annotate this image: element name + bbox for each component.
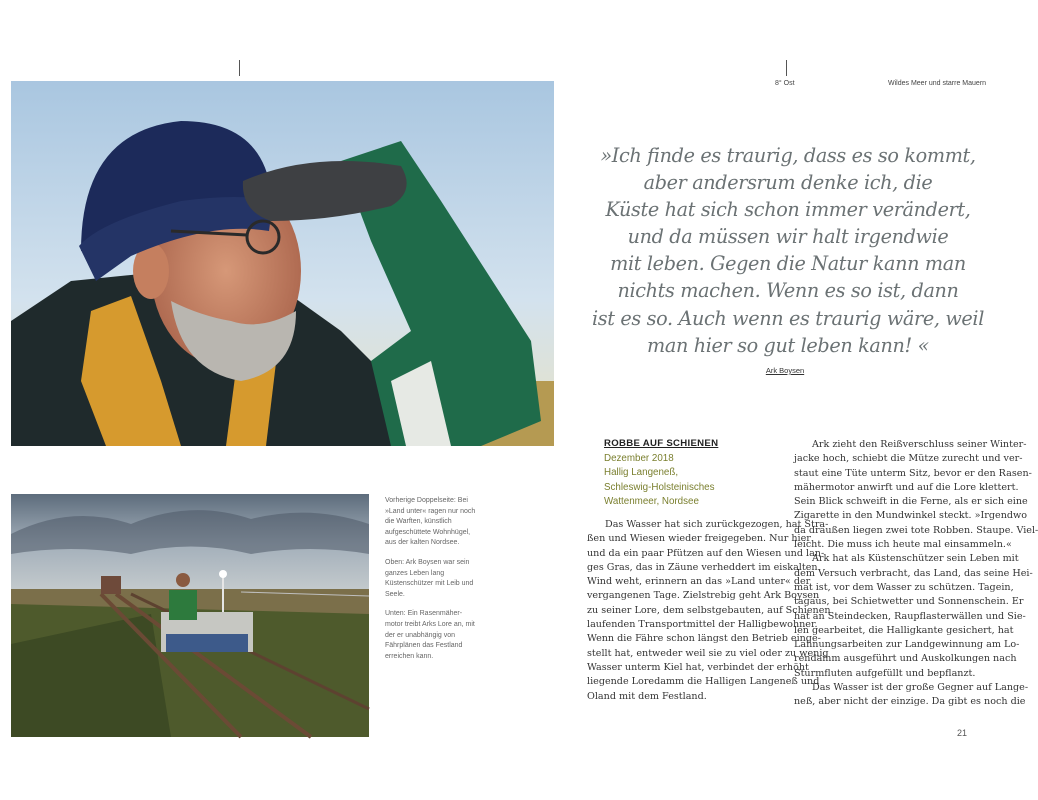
text-line: jacke hoch, schiebt die Mütze zurecht und ver- (794, 453, 1023, 465)
quote-line: aber andersrum denke ich, die (643, 171, 933, 195)
text-line: Zigarette in den Mundwinkel steckt. »Irgendwo (794, 510, 1027, 522)
text-line: Ark zieht den Reißverschluss seiner Winter- (812, 439, 1027, 450)
running-head-section: 8° Ost (775, 80, 795, 87)
rail-trolley-photo (11, 494, 369, 737)
article-column-1 (587, 518, 831, 704)
text-line: hat an Steindecken, Raupflasterwällen und Sie- (794, 610, 1026, 622)
text-line: Sturmfluten aufgefüllt und bepflanzt. (794, 667, 976, 679)
text-line: mähermotor anwirft und auf die Lore klettert. (794, 481, 1019, 493)
text-line: stellt hat, entweder weil sie zu viel oder zu wenig (587, 647, 829, 659)
text-line: mat ist, vor dem Wasser zu schützen. Tagein, (794, 581, 1014, 593)
text-line: da draußen liegen zwei tote Robben. Staupe. Viel- (794, 524, 1038, 536)
quote-line: nichts machen. Wenn es so ist, dann (617, 279, 959, 303)
text-line: dem Versuch verbracht, das Land, das seine Hei- (794, 567, 1033, 579)
text-line: vergangenen Tage. Zielstrebig geht Ark Boysen (587, 590, 820, 602)
right-page-rule (786, 60, 787, 76)
text-line: Wind weht, erinnern an das »Land unter« der (587, 576, 811, 588)
quote-line: man hier so gut leben kann! « (647, 333, 929, 357)
text-line: len gearbeitet, die Halligkante gesichert, hat (794, 624, 1014, 636)
text-line: Ark hat als Küstenschützer sein Leben mit (812, 553, 1019, 565)
text-line: Wasser unterm Kiel hat, verbindet der erhöht (587, 661, 809, 673)
text-line: Oland mit dem Festland. (587, 690, 707, 702)
text-line: neß, aber nicht der einzige. Da gibt es noch die (794, 696, 1026, 708)
text-line: laufenden Transportmittel der Halligbewohner. (587, 619, 818, 631)
running-head-title: Wildes Meer und starre Mauern (888, 80, 987, 87)
text-line: leicht. Die muss ich heute mal einsammeln.« (794, 539, 1012, 551)
text-line: ßen und Wiesen wieder freigegeben. Nur hier (587, 533, 811, 545)
text-line: Das Wasser ist der große Gegner auf Lange- (812, 682, 1029, 694)
quote-line: Küste hat sich schon immer verändert, (605, 198, 971, 222)
article-column-2 (794, 438, 1038, 710)
rail-trolley-photo-icon (11, 494, 369, 737)
quote-line: und da müssen wir halt irgendwie (627, 225, 949, 249)
left-page-rule (239, 60, 240, 76)
meta-area: Wattenmeer, Nordsee (604, 496, 699, 508)
quote-line: mit leben. Gegen die Natur kann man (610, 252, 966, 276)
quote-line: »Ich finde es traurig, dass es so kommt, (600, 144, 976, 167)
text-line: zu seiner Lore, dem selbstgebauten, auf Schienen (587, 604, 831, 616)
portrait-photo (11, 81, 554, 446)
text-line: Lahnungsarbeiten zur Landgewinnung am Lo- (794, 639, 1020, 651)
pull-quote (582, 142, 994, 359)
text-line: Sein Blick schweift in die Ferne, als er sich eine (794, 496, 1028, 508)
meta-date: Dezember 2018 (604, 453, 674, 464)
article-meta (604, 452, 715, 510)
quote-line: ist es so. Auch wenn es traurig wäre, weil (592, 306, 984, 330)
portrait-photo-icon (11, 81, 554, 446)
meta-place: Hallig Langeneß, (604, 467, 679, 479)
text-line: Wenn die Fähre schon längst den Betrieb einge- (587, 633, 821, 645)
text-line: tagaus, bei Schietwetter und Sonnenschein. Er (794, 596, 1024, 608)
text-line: ges Gras, das in Zäune verheddert im eiskalten (587, 561, 818, 573)
article-headline: ROBBE AUF SCHIENEN (604, 438, 719, 449)
text-line: und da ein paar Pfützen auf den Wiesen und lan- (587, 547, 825, 559)
text-line: Das Wasser hat sich zurückgezogen, hat Stra- (605, 519, 829, 530)
text-line: liegende Loredamm die Halligen Langeneß und (587, 676, 820, 688)
meta-region: Schleswig-Holsteinisches (604, 481, 715, 493)
quote-attribution: Ark Boysen (765, 366, 805, 375)
caption-top: Oben: Ark Boysen war sein ganzes Leben lang Küstenschützer mit Leib und Seele. (385, 558, 474, 598)
text-line: staut eine Tüte unterm Sitz, bevor er den Rasen- (794, 467, 1032, 479)
page-number: 21 (957, 728, 968, 738)
caption-previous-spread: Vorherige Doppelseite: Bei »Land unter« ragen nur noch die Warften, künstlich aufgeschüttete Wohnhügel, aus der kalten Nordsee. (385, 497, 476, 547)
text-line: rendamm ausgeführt und Auskolkungen nach (794, 653, 1017, 665)
caption-bottom: Unten: Ein Rasenmähermotor treibt Arks Lore an, mit der er unabhängig von Fährplänen das Festland erreichen kann. (385, 610, 475, 660)
photo-captions (385, 496, 477, 671)
